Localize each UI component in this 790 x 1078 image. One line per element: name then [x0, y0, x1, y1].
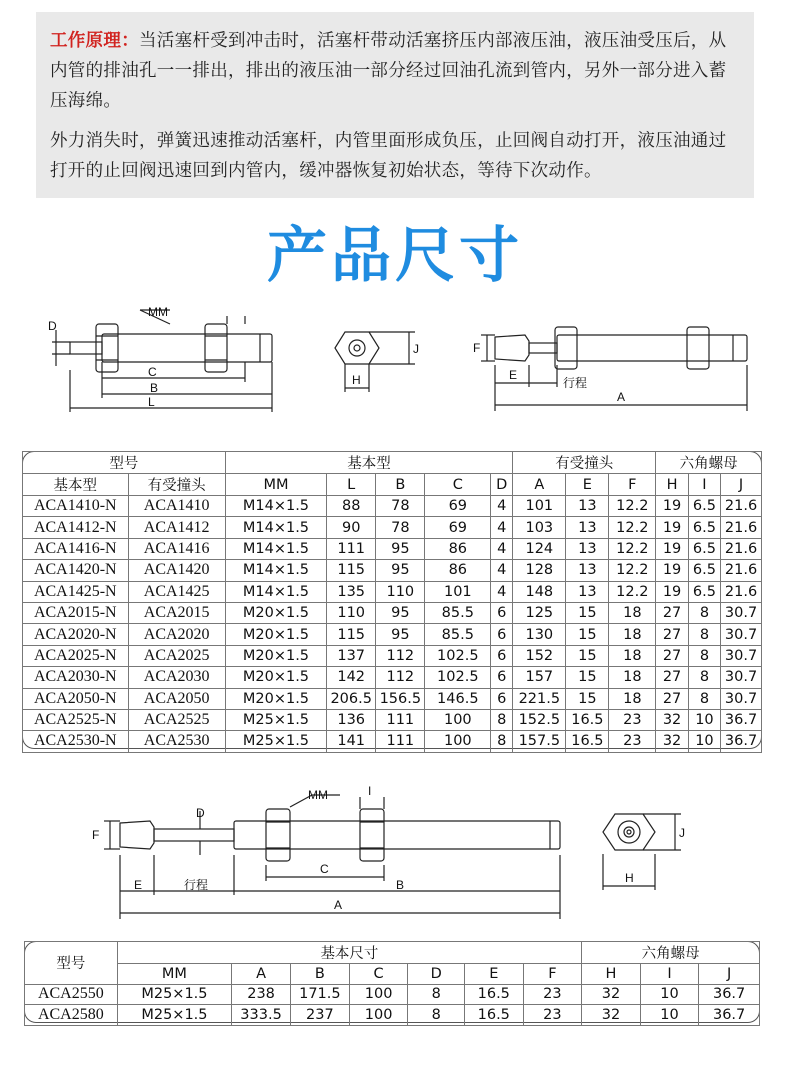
table1-group-header-row: [23, 452, 762, 474]
table-row: [23, 517, 762, 538]
table-row: [23, 731, 762, 752]
table-row: [23, 560, 762, 581]
table-cell: 10: [640, 1005, 699, 1026]
table-cell: ACA2030-N: [23, 667, 129, 688]
column-header-11: I: [688, 474, 720, 496]
table-cell: 78: [376, 496, 425, 517]
column-header-7: A: [513, 474, 566, 496]
table-cell: ACA2015-N: [23, 602, 129, 623]
header-head: 有受撞头: [513, 452, 656, 474]
table-cell: 10: [688, 709, 720, 730]
table-cell: 19: [656, 517, 688, 538]
table-cell: ACA1416: [128, 538, 225, 559]
table-row: [23, 688, 762, 709]
table-cell: 146.5: [425, 688, 491, 709]
header-hex: 六角螺母: [656, 452, 762, 474]
table-cell: ACA1412: [128, 517, 225, 538]
principle-label: 工作原理：: [50, 31, 139, 51]
table-cell: 36.7: [699, 1005, 760, 1026]
table-cell: 100: [425, 709, 491, 730]
label-a-2: A: [334, 898, 343, 912]
table-cell: 95: [376, 560, 425, 581]
table-row: [23, 496, 762, 517]
label-f-2: F: [92, 828, 100, 842]
table-cell: M14×1.5: [225, 517, 326, 538]
table-cell: 19: [656, 581, 688, 602]
table-cell: 135: [327, 581, 376, 602]
table-cell: ACA1410: [128, 496, 225, 517]
table-cell: 32: [582, 984, 641, 1005]
label-h-2: H: [625, 871, 634, 885]
table-cell: 237: [290, 1005, 349, 1026]
table-cell: 16.5: [464, 1005, 523, 1026]
label-stroke-2: 行程: [184, 878, 209, 892]
table-cell: 12.2: [609, 581, 656, 602]
table-cell: 13: [566, 496, 609, 517]
label-i-2: I: [368, 784, 372, 798]
table-cell: 6: [491, 667, 513, 688]
label-d: D: [48, 319, 57, 333]
table-cell: 8: [491, 731, 513, 752]
table-cell: 30.7: [721, 602, 762, 623]
table-cell: 13: [566, 517, 609, 538]
table-cell: 21.6: [721, 538, 762, 559]
spec-table-1: [22, 451, 762, 753]
table-cell: 32: [656, 709, 688, 730]
table-cell: M14×1.5: [225, 581, 326, 602]
table-cell: 21.6: [721, 560, 762, 581]
table-cell: 6: [491, 602, 513, 623]
table-cell: 110: [327, 602, 376, 623]
table-cell: ACA2530-N: [23, 731, 129, 752]
table-cell: ACA1425-N: [23, 581, 129, 602]
table-cell: 16.5: [566, 731, 609, 752]
table-cell: 32: [582, 1005, 641, 1026]
table-cell: 18: [609, 667, 656, 688]
table-cell: ACA2050: [128, 688, 225, 709]
table-cell: ACA2580: [25, 1005, 118, 1026]
table-cell: 18: [609, 645, 656, 666]
table-cell: 142: [327, 667, 376, 688]
table-row: [23, 645, 762, 666]
label-mm-2: MM: [308, 788, 328, 802]
label-d-2: D: [196, 806, 205, 820]
table-cell: 4: [491, 560, 513, 581]
table-cell: 27: [656, 688, 688, 709]
table-cell: 4: [491, 538, 513, 559]
table-cell: 111: [376, 731, 425, 752]
table-cell: 157: [513, 667, 566, 688]
table-cell: ACA2020: [128, 624, 225, 645]
table-cell: 32: [656, 731, 688, 752]
label-stroke: 行程: [563, 376, 588, 390]
table-cell: ACA1416-N: [23, 538, 129, 559]
table-cell: 27: [656, 645, 688, 666]
label-l: L: [148, 395, 155, 409]
table-cell: 95: [376, 624, 425, 645]
table-cell: 6: [491, 688, 513, 709]
table-cell: 13: [566, 560, 609, 581]
table-cell: ACA2530: [128, 731, 225, 752]
table-cell: ACA2030: [128, 667, 225, 688]
column-header-2-5: E: [464, 964, 523, 985]
table-cell: 102.5: [425, 667, 491, 688]
table-cell: 103: [513, 517, 566, 538]
section-title: 产品尺寸: [267, 221, 523, 291]
table-cell: ACA1420: [128, 560, 225, 581]
column-header-5: C: [425, 474, 491, 496]
table-cell: 13: [566, 538, 609, 559]
table-row: [23, 709, 762, 730]
table-cell: 21.6: [721, 496, 762, 517]
table-cell: 18: [609, 624, 656, 645]
header-hex-2: 六角螺母: [582, 942, 760, 964]
table-cell: 8: [688, 688, 720, 709]
table-cell: 128: [513, 560, 566, 581]
table-cell: 88: [327, 496, 376, 517]
table-cell: 238: [232, 984, 291, 1005]
table-cell: 8: [688, 667, 720, 688]
table2-column-header-row: [25, 964, 760, 985]
table-cell: 23: [523, 1005, 582, 1026]
table-row: [23, 602, 762, 623]
table-cell: M25×1.5: [225, 709, 326, 730]
column-header-2-8: I: [640, 964, 699, 985]
table-cell: M20×1.5: [225, 624, 326, 645]
table-cell: 148: [513, 581, 566, 602]
table-cell: 141: [327, 731, 376, 752]
table-cell: 86: [425, 560, 491, 581]
table-cell: 30.7: [721, 645, 762, 666]
column-header-2-9: J: [699, 964, 760, 985]
table-cell: 112: [376, 645, 425, 666]
table-cell: ACA2015: [128, 602, 225, 623]
column-header-4: B: [376, 474, 425, 496]
table-cell: 15: [566, 645, 609, 666]
table-cell: 111: [327, 538, 376, 559]
table-cell: 115: [327, 624, 376, 645]
column-header-9: F: [609, 474, 656, 496]
label-a: A: [617, 390, 626, 404]
table-row: [23, 667, 762, 688]
column-header-2-4: D: [408, 964, 464, 985]
table-cell: 8: [688, 645, 720, 666]
table-cell: 18: [609, 602, 656, 623]
table-cell: 95: [376, 538, 425, 559]
table-cell: 124: [513, 538, 566, 559]
table-cell: 85.5: [425, 624, 491, 645]
principle-paragraph-1: [50, 26, 744, 116]
table-cell: 15: [566, 602, 609, 623]
table-cell: 157.5: [513, 731, 566, 752]
table-cell: 19: [656, 560, 688, 581]
table-cell: ACA2525-N: [23, 709, 129, 730]
table-cell: 21.6: [721, 581, 762, 602]
table-cell: 23: [609, 709, 656, 730]
column-header-2-6: F: [523, 964, 582, 985]
table-cell: 100: [349, 984, 408, 1005]
table-cell: 4: [491, 517, 513, 538]
hex-end-view: [325, 320, 435, 400]
label-c-2: C: [320, 862, 329, 876]
table-cell: 152: [513, 645, 566, 666]
table-cell: 110: [376, 581, 425, 602]
table-cell: 78: [376, 517, 425, 538]
table-cell: 10: [688, 731, 720, 752]
column-header-8: E: [566, 474, 609, 496]
table-cell: 171.5: [290, 984, 349, 1005]
table-cell: M25×1.5: [225, 731, 326, 752]
table-cell: 36.7: [721, 731, 762, 752]
column-header-2-0: MM: [117, 964, 231, 985]
table-cell: 19: [656, 538, 688, 559]
table-row: [25, 984, 760, 1005]
table-cell: 36.7: [721, 709, 762, 730]
table-cell: 90: [327, 517, 376, 538]
table-cell: 221.5: [513, 688, 566, 709]
table-cell: ACA1420-N: [23, 560, 129, 581]
table-cell: 6: [491, 645, 513, 666]
working-principle-box: [36, 12, 754, 198]
label-b-2: B: [396, 878, 405, 892]
spec-table-2: [24, 941, 760, 1026]
column-header-2: MM: [225, 474, 326, 496]
table-cell: M14×1.5: [225, 560, 326, 581]
table-cell: 6.5: [688, 496, 720, 517]
label-e: E: [509, 368, 518, 382]
column-header-6: D: [491, 474, 513, 496]
table-cell: 101: [425, 581, 491, 602]
table-cell: 115: [327, 560, 376, 581]
header-model-2: 型号: [25, 942, 118, 985]
table-cell: 15: [566, 624, 609, 645]
table-cell: 27: [656, 624, 688, 645]
table-cell: ACA2025: [128, 645, 225, 666]
column-header-3: L: [327, 474, 376, 496]
header-basic: 基本型: [225, 452, 512, 474]
column-header-2-3: C: [349, 964, 408, 985]
table-cell: ACA1412-N: [23, 517, 129, 538]
head-type-diagram: [465, 315, 765, 415]
table-cell: M14×1.5: [225, 538, 326, 559]
column-header-12: J: [721, 474, 762, 496]
table-cell: 69: [425, 496, 491, 517]
table-cell: 12.2: [609, 560, 656, 581]
table-cell: 333.5: [232, 1005, 291, 1026]
column-header-0: 基本型: [23, 474, 129, 496]
table-cell: 206.5: [327, 688, 376, 709]
table-cell: 16.5: [464, 984, 523, 1005]
table-cell: M20×1.5: [225, 645, 326, 666]
table-cell: M25×1.5: [117, 1005, 231, 1026]
label-f: F: [473, 341, 481, 355]
table-cell: 156.5: [376, 688, 425, 709]
table-cell: 21.6: [721, 517, 762, 538]
table-cell: 15: [566, 688, 609, 709]
principle-paragraph-2: 外力消失时，弹簧迅速推动活塞杆，内管里面形成负压，止回阀自动打开，液压油通过打开的止回阀迅速回到内管内，缓冲器恢复初始状态，等待下次动作。: [50, 131, 727, 181]
principle-text-1: 当活塞杆受到冲击时，活塞杆带动活塞挤压内部液压油，液压油受压后，从内管的排油孔一一排出，排出的液压油一部分经过回油孔流到管内，另外一部分进入蓄压海绵。: [50, 31, 727, 111]
table-cell: 4: [491, 581, 513, 602]
table-cell: 8: [688, 602, 720, 623]
table-cell: 12.2: [609, 496, 656, 517]
header-basic-2: 基本尺寸: [117, 942, 581, 964]
column-header-2-2: B: [290, 964, 349, 985]
table-cell: ACA2050-N: [23, 688, 129, 709]
table-cell: 8: [408, 1005, 464, 1026]
label-mm: MM: [148, 305, 168, 319]
table-cell: 130: [513, 624, 566, 645]
table-cell: 85.5: [425, 602, 491, 623]
table-cell: 4: [491, 496, 513, 517]
label-e-2: E: [134, 878, 143, 892]
table-cell: M20×1.5: [225, 667, 326, 688]
column-header-10: H: [656, 474, 688, 496]
column-header-1: 有受撞头: [128, 474, 225, 496]
table-cell: 6.5: [688, 538, 720, 559]
label-b: B: [150, 381, 159, 395]
table-cell: 100: [425, 731, 491, 752]
table-cell: ACA2025-N: [23, 645, 129, 666]
table-cell: M25×1.5: [117, 984, 231, 1005]
table-cell: 8: [491, 709, 513, 730]
table-row: [25, 1005, 760, 1026]
table-cell: 13: [566, 581, 609, 602]
table2-group-header-row: [25, 942, 760, 964]
table-cell: 15: [566, 667, 609, 688]
table-cell: 136: [327, 709, 376, 730]
table-cell: 23: [523, 984, 582, 1005]
table-cell: 27: [656, 602, 688, 623]
header-model: 型号: [23, 452, 226, 474]
column-header-2-7: H: [582, 964, 641, 985]
table-cell: 27: [656, 667, 688, 688]
table-cell: 30.7: [721, 688, 762, 709]
table-cell: 16.5: [566, 709, 609, 730]
table-cell: 36.7: [699, 984, 760, 1005]
label-c: C: [148, 365, 157, 379]
table-cell: 19: [656, 496, 688, 517]
table-cell: 137: [327, 645, 376, 666]
table-cell: ACA2550: [25, 984, 118, 1005]
table-cell: 102.5: [425, 645, 491, 666]
table-row: [23, 538, 762, 559]
side-view-diagram: [30, 300, 280, 420]
table-cell: M14×1.5: [225, 496, 326, 517]
table-cell: 23: [609, 731, 656, 752]
table-cell: 101: [513, 496, 566, 517]
label-j: J: [413, 342, 419, 356]
table-cell: 30.7: [721, 624, 762, 645]
table-cell: ACA2020-N: [23, 624, 129, 645]
table-cell: 12.2: [609, 517, 656, 538]
table-cell: 18: [609, 688, 656, 709]
table-row: [23, 624, 762, 645]
table-cell: 8: [688, 624, 720, 645]
table-cell: 95: [376, 602, 425, 623]
table-cell: 111: [376, 709, 425, 730]
table-cell: 6.5: [688, 517, 720, 538]
label-h: H: [352, 373, 361, 387]
table-cell: 112: [376, 667, 425, 688]
table-cell: 30.7: [721, 667, 762, 688]
table-cell: 69: [425, 517, 491, 538]
table-cell: 86: [425, 538, 491, 559]
hex-end-view-2: [595, 800, 695, 895]
table-cell: ACA2525: [128, 709, 225, 730]
table-cell: ACA1425: [128, 581, 225, 602]
table-cell: ACA1410-N: [23, 496, 129, 517]
table-cell: 100: [349, 1005, 408, 1026]
table-cell: 12.2: [609, 538, 656, 559]
table-cell: M20×1.5: [225, 688, 326, 709]
table-row: [23, 581, 762, 602]
table-cell: 8: [408, 984, 464, 1005]
table-cell: 125: [513, 602, 566, 623]
table-cell: 152.5: [513, 709, 566, 730]
table-cell: M20×1.5: [225, 602, 326, 623]
column-header-2-1: A: [232, 964, 291, 985]
table1-column-header-row: [23, 474, 762, 496]
table-cell: 6.5: [688, 560, 720, 581]
table-cell: 6: [491, 624, 513, 645]
long-stroke-diagram: [90, 785, 570, 925]
label-j-2: J: [679, 826, 685, 840]
table-cell: 6.5: [688, 581, 720, 602]
table-cell: 10: [640, 984, 699, 1005]
